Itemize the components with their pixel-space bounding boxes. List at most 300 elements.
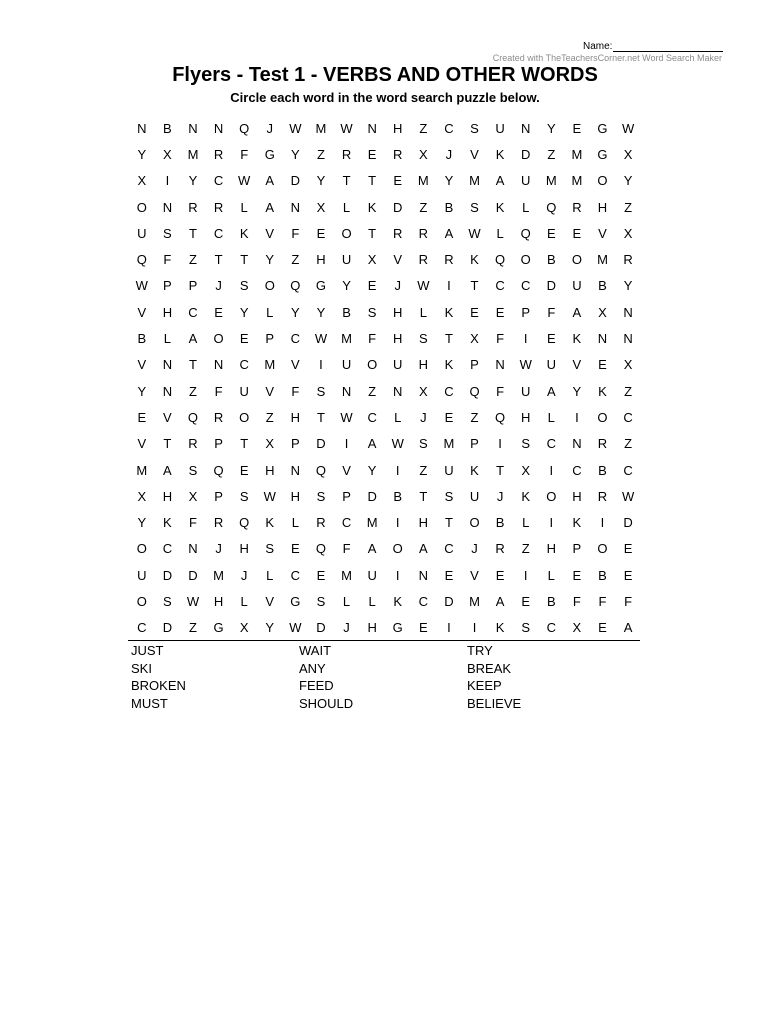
- grid-letter: L: [342, 199, 351, 215]
- grid-letter: M: [469, 173, 480, 189]
- grid-letter: Z: [419, 120, 428, 136]
- grid-letter: Y: [265, 252, 275, 268]
- grid-letter: H: [316, 252, 326, 268]
- grid-letter: C: [213, 173, 224, 189]
- grid-letter: C: [546, 436, 556, 452]
- grid-letter: E: [546, 331, 556, 347]
- grid-letter: S: [367, 304, 377, 320]
- grid-letter: F: [496, 331, 505, 347]
- grid-letter: B: [495, 515, 505, 531]
- grid-letter: F: [547, 304, 556, 320]
- grid-letter: O: [597, 173, 608, 189]
- grid-letter: Y: [291, 304, 300, 320]
- grid-letter: W: [289, 620, 302, 636]
- grid-letter: P: [214, 436, 223, 452]
- grid-letter: F: [189, 515, 197, 531]
- grid-letter: N: [213, 120, 224, 136]
- word-list-item: SHOULD: [299, 695, 354, 711]
- grid-letter: V: [265, 225, 275, 241]
- grid-letter: A: [418, 541, 428, 557]
- grid-letter: E: [572, 120, 582, 136]
- page-title: Flyers - Test 1 - VERBS AND OTHER WORDS: [172, 64, 598, 86]
- grid-letter: Z: [624, 199, 633, 215]
- grid-letter: E: [572, 567, 582, 583]
- grid-letter: I: [523, 331, 528, 347]
- grid-letter: O: [136, 541, 147, 557]
- grid-letter: R: [213, 199, 224, 215]
- grid-letter: K: [470, 252, 479, 268]
- grid-letter: V: [393, 252, 403, 268]
- grid-letter: K: [495, 199, 505, 215]
- grid-letter: T: [316, 409, 325, 425]
- grid-letter: B: [546, 252, 556, 268]
- grid-letter: Q: [546, 199, 557, 215]
- grid-letter: X: [163, 146, 172, 162]
- grid-letter: D: [316, 436, 326, 452]
- grid-letter: V: [572, 357, 582, 373]
- grid-letter: K: [495, 620, 505, 636]
- grid-letter: M: [366, 515, 378, 531]
- grid-letter: W: [340, 409, 353, 425]
- grid-letter: W: [340, 120, 353, 136]
- word-list-item: TRY: [467, 643, 493, 658]
- grid-letter: W: [186, 593, 200, 609]
- grid-letter: N: [418, 567, 429, 583]
- grid-letter: W: [238, 173, 251, 189]
- grid-letter: A: [265, 199, 275, 215]
- grid-letter: L: [419, 304, 427, 320]
- grid-letter: U: [572, 278, 582, 294]
- grid-letter: L: [547, 567, 555, 583]
- grid-letter: P: [572, 541, 582, 557]
- grid-letter: W: [417, 278, 430, 294]
- grid-letter: C: [623, 409, 633, 425]
- grid-letter: E: [598, 620, 607, 636]
- grid-letter: J: [240, 567, 248, 583]
- grid-letter: Z: [189, 383, 197, 399]
- grid-letter: X: [623, 146, 633, 162]
- grid-letter: E: [444, 567, 454, 583]
- grid-letter: U: [367, 567, 377, 583]
- grid-letter: S: [444, 488, 454, 504]
- grid-letter: Z: [547, 146, 556, 162]
- grid-letter: X: [623, 357, 633, 373]
- grid-letter: B: [393, 488, 403, 504]
- grid-letter: P: [470, 436, 479, 452]
- grid-letter: V: [137, 357, 147, 373]
- grid-letter: X: [572, 620, 582, 636]
- grid-letter: S: [521, 620, 531, 636]
- grid-letter: R: [393, 146, 403, 162]
- grid-letter: Y: [137, 383, 147, 399]
- grid-letter: H: [393, 304, 403, 320]
- grid-letter: R: [213, 146, 224, 162]
- grid-letter: N: [572, 436, 582, 452]
- grid-letter: I: [319, 357, 323, 373]
- grid-letter: S: [418, 436, 428, 452]
- grid-letter: X: [598, 304, 607, 320]
- grid-letter: C: [623, 462, 633, 478]
- grid-letter: J: [215, 541, 222, 557]
- grid-letter: M: [315, 120, 327, 136]
- grid-letter: Q: [315, 462, 327, 478]
- grid-letter: T: [240, 252, 249, 268]
- grid-letter: M: [136, 462, 148, 478]
- grid-letter: O: [367, 357, 378, 373]
- grid-letter: H: [239, 541, 249, 557]
- grid-letter: Y: [291, 146, 300, 162]
- grid-letter: B: [546, 593, 556, 609]
- grid-letter: E: [239, 331, 249, 347]
- grid-letter: N: [521, 120, 531, 136]
- grid-letter: V: [137, 436, 147, 452]
- word-search-grid: [129, 115, 641, 641]
- grid-letter: L: [368, 593, 376, 609]
- grid-row: [129, 615, 641, 641]
- grid-letter: Z: [368, 383, 377, 399]
- grid-letter: P: [188, 278, 198, 294]
- grid-letter: Q: [495, 252, 506, 268]
- grid-letter: G: [392, 620, 403, 636]
- grid-letter: E: [521, 593, 531, 609]
- grid-row: [129, 562, 641, 588]
- grid-letter: U: [341, 357, 352, 373]
- grid-letter: A: [367, 436, 377, 452]
- grid-letter: V: [137, 304, 147, 320]
- grid-letter: V: [265, 383, 275, 399]
- grid-letter: E: [598, 357, 607, 373]
- grid-row: [129, 325, 641, 351]
- grid-letter: H: [290, 409, 301, 425]
- grid-letter: C: [418, 593, 429, 609]
- grid-letter: F: [624, 593, 633, 609]
- grid-letter: Y: [572, 383, 582, 399]
- grid-letter: P: [521, 304, 531, 320]
- grid-letter: X: [418, 146, 428, 162]
- grid-letter: S: [239, 488, 249, 504]
- grid-letter: C: [444, 541, 454, 557]
- grid-letter: R: [188, 199, 198, 215]
- grid-letter: G: [597, 146, 608, 162]
- grid-letter: F: [572, 593, 581, 609]
- grid-row: [129, 509, 641, 535]
- grid-letter: K: [367, 199, 377, 215]
- grid-letter: Q: [213, 462, 224, 478]
- grid-letter: Q: [187, 409, 199, 425]
- grid-letter: D: [521, 146, 531, 162]
- word-list-item: BELIEVE: [467, 695, 522, 711]
- grid-letter: H: [162, 304, 173, 320]
- grid-letter: W: [263, 488, 276, 504]
- grid-letter: E: [137, 409, 147, 425]
- grid-letter: A: [623, 620, 633, 636]
- grid-letter: V: [470, 567, 479, 583]
- grid-letter: O: [239, 409, 250, 425]
- grid-letter: N: [137, 120, 147, 136]
- grid-letter: O: [597, 409, 608, 425]
- grid-letter: I: [472, 620, 477, 636]
- grid-letter: X: [188, 488, 198, 504]
- grid-letter: Z: [189, 252, 197, 268]
- grid-letter: J: [266, 120, 274, 136]
- grid-letter: Y: [137, 515, 147, 531]
- grid-letter: O: [571, 252, 582, 268]
- grid-letter: P: [470, 357, 479, 373]
- grid-letter: V: [598, 225, 607, 241]
- grid-letter: S: [265, 541, 275, 557]
- grid-letter: I: [395, 462, 400, 478]
- grid-row: [129, 483, 641, 509]
- grid-letter: H: [265, 462, 275, 478]
- grid-letter: I: [395, 567, 400, 583]
- grid-letter: T: [419, 488, 428, 504]
- grid-letter: B: [598, 567, 607, 583]
- grid-letter: B: [342, 304, 351, 320]
- grid-letter: J: [394, 278, 401, 294]
- grid-letter: L: [163, 331, 171, 347]
- grid-letter: F: [342, 541, 351, 557]
- grid-letter: R: [597, 488, 608, 504]
- instruction-text: Circle each word in the word search puzzle below.: [230, 90, 540, 105]
- grid-letter: T: [368, 225, 377, 241]
- grid-letter: X: [316, 199, 326, 215]
- grid-letter: D: [162, 620, 173, 636]
- grid-letter: K: [163, 515, 172, 531]
- grid-letter: T: [368, 173, 377, 189]
- grid-letter: C: [495, 278, 505, 294]
- grid-letter: H: [290, 488, 301, 504]
- grid-letter: N: [393, 383, 403, 399]
- grid-letter: M: [443, 436, 455, 452]
- grid-letter: F: [291, 225, 300, 241]
- grid-letter: Y: [239, 304, 249, 320]
- grid-letter: I: [447, 278, 451, 294]
- grid-letter: W: [289, 120, 302, 136]
- grid-letter: R: [316, 515, 326, 531]
- grid-letter: D: [290, 173, 301, 189]
- grid-letter: E: [546, 225, 556, 241]
- grid-letter: K: [572, 331, 582, 347]
- grid-letter: Z: [624, 436, 633, 452]
- grid-letter: U: [341, 252, 352, 268]
- grid-letter: F: [496, 383, 505, 399]
- grid-letter: X: [623, 225, 633, 241]
- grid-letter: L: [342, 593, 351, 609]
- grid-letter: I: [165, 173, 170, 189]
- grid-letter: C: [444, 383, 454, 399]
- grid-letter: R: [418, 252, 429, 268]
- grid-letter: X: [367, 252, 377, 268]
- grid-letter: T: [470, 278, 479, 294]
- grid-letter: R: [572, 199, 582, 215]
- word-list-item: KEEP: [467, 678, 502, 693]
- grid-letter: M: [341, 567, 352, 583]
- grid-letter: X: [239, 620, 249, 636]
- grid-letter: K: [470, 462, 479, 478]
- name-field: [583, 41, 723, 52]
- grid-letter: A: [188, 331, 198, 347]
- grid-letter: C: [290, 567, 301, 583]
- grid-letter: S: [470, 120, 479, 136]
- grid-letter: N: [623, 304, 633, 320]
- grid-letter: Z: [291, 252, 300, 268]
- grid-letter: H: [418, 515, 429, 531]
- grid-letter: Y: [623, 278, 633, 294]
- word-list-item: WAIT: [299, 643, 332, 658]
- grid-row: [129, 115, 641, 141]
- grid-letter: V: [265, 593, 275, 609]
- grid-letter: W: [314, 331, 328, 347]
- grid-letter: I: [600, 515, 605, 531]
- grid-letter: S: [470, 199, 479, 215]
- grid-letter: T: [240, 436, 249, 452]
- grid-letter: U: [469, 488, 480, 504]
- grid-letter: E: [495, 567, 505, 583]
- grid-letter: E: [572, 225, 582, 241]
- grid-letter: O: [264, 278, 275, 294]
- grid-letter: O: [597, 541, 608, 557]
- grid-letter: I: [447, 620, 451, 636]
- grid-letter: A: [572, 304, 582, 320]
- grid-letter: N: [188, 120, 198, 136]
- grid-letter: E: [214, 304, 223, 320]
- grid-letter: U: [393, 357, 403, 373]
- grid-letter: T: [444, 331, 453, 347]
- grid-letter: I: [549, 462, 554, 478]
- grid-letter: V: [291, 357, 300, 373]
- grid-letter: E: [291, 541, 300, 557]
- grid-letter: W: [621, 488, 635, 504]
- grid-letter: N: [162, 199, 173, 215]
- grid-letter: T: [342, 173, 351, 189]
- grid-letter: W: [391, 436, 404, 452]
- grid-letter: D: [316, 620, 326, 636]
- grid-letter: S: [163, 225, 172, 241]
- grid-row: [129, 378, 641, 404]
- grid-letter: E: [316, 225, 326, 241]
- grid-letter: A: [367, 541, 377, 557]
- grid-letter: R: [213, 515, 224, 531]
- grid-letter: M: [341, 331, 352, 347]
- grid-letter: C: [188, 304, 198, 320]
- grid-letter: C: [162, 541, 173, 557]
- grid-letter: Q: [290, 278, 301, 294]
- grid-letter: B: [163, 120, 172, 136]
- grid-letter: E: [470, 304, 479, 320]
- grid-letter: W: [468, 225, 481, 241]
- grid-letter: C: [521, 278, 531, 294]
- grid-letter: R: [393, 225, 403, 241]
- grid-letter: X: [137, 173, 147, 189]
- grid-letter: L: [240, 593, 248, 609]
- grid-letter: K: [444, 357, 454, 373]
- created-with-credit: Created with TheTeachersCorner.net Word Search Maker: [492, 53, 722, 63]
- grid-letter: Z: [419, 462, 428, 478]
- grid-letter: M: [417, 173, 429, 189]
- grid-letter: L: [496, 225, 504, 241]
- word-list-item: SKI: [131, 660, 152, 676]
- grid-letter: M: [213, 567, 224, 583]
- grid-letter: V: [470, 146, 479, 162]
- grid-letter: I: [395, 515, 400, 531]
- grid-letter: C: [572, 462, 582, 478]
- grid-letter: D: [188, 567, 198, 583]
- grid-letter: T: [444, 515, 453, 531]
- grid-letter: P: [342, 488, 351, 504]
- grid-letter: O: [392, 541, 403, 557]
- word-list-column: [467, 642, 635, 712]
- grid-row: [129, 168, 641, 194]
- grid-letter: O: [213, 331, 224, 347]
- grid-letter: R: [341, 146, 352, 162]
- grid-row: [129, 431, 641, 457]
- word-list-item: JUST: [131, 643, 164, 658]
- grid-letter: Y: [316, 173, 326, 189]
- grid-letter: S: [239, 278, 249, 294]
- grid-letter: M: [187, 146, 199, 162]
- grid-letter: J: [471, 541, 478, 557]
- grid-letter: G: [290, 593, 301, 609]
- grid-letter: Z: [419, 199, 428, 215]
- grid-letter: Y: [137, 146, 147, 162]
- grid-letter: W: [519, 357, 532, 373]
- grid-letter: L: [394, 409, 402, 425]
- grid-letter: D: [623, 515, 633, 531]
- word-list-column: [299, 642, 467, 712]
- grid-letter: I: [575, 409, 579, 425]
- grid-letter: F: [214, 383, 223, 399]
- grid-letter: O: [136, 593, 147, 609]
- grid-letter: B: [444, 199, 454, 215]
- grid-letter: C: [213, 225, 224, 241]
- grid-letter: U: [495, 120, 505, 136]
- word-list-item: BROKEN: [131, 678, 186, 693]
- grid-letter: Y: [316, 304, 326, 320]
- grid-letter: H: [418, 357, 429, 373]
- grid-letter: F: [368, 331, 377, 347]
- grid-letter: T: [214, 252, 223, 268]
- grid-letter: E: [393, 173, 403, 189]
- grid-letter: N: [367, 120, 377, 136]
- grid-letter: N: [213, 357, 224, 373]
- grid-row: [129, 588, 641, 614]
- grid-letter: E: [444, 409, 454, 425]
- grid-letter: X: [265, 436, 275, 452]
- grid-letter: N: [597, 331, 608, 347]
- grid-letter: K: [521, 488, 531, 504]
- grid-letter: M: [264, 357, 276, 373]
- grid-letter: K: [572, 515, 582, 531]
- word-list-column: [131, 642, 299, 712]
- grid-row: [129, 352, 641, 378]
- grid-letter: R: [418, 225, 429, 241]
- grid-letter: J: [445, 146, 453, 162]
- grid-letter: S: [163, 593, 172, 609]
- grid-letter: H: [546, 541, 556, 557]
- grid-letter: H: [572, 488, 582, 504]
- grid-letter: K: [393, 593, 403, 609]
- grid-letter: U: [137, 567, 147, 583]
- grid-letter: M: [571, 173, 583, 189]
- grid-letter: U: [521, 383, 531, 399]
- grid-letter: X: [521, 462, 531, 478]
- grid-letter: B: [598, 462, 607, 478]
- grid-letter: Y: [546, 120, 556, 136]
- grid-letter: D: [162, 567, 173, 583]
- grid-letter: N: [290, 462, 301, 478]
- grid-letter: E: [367, 278, 377, 294]
- grid-letter: Y: [444, 173, 454, 189]
